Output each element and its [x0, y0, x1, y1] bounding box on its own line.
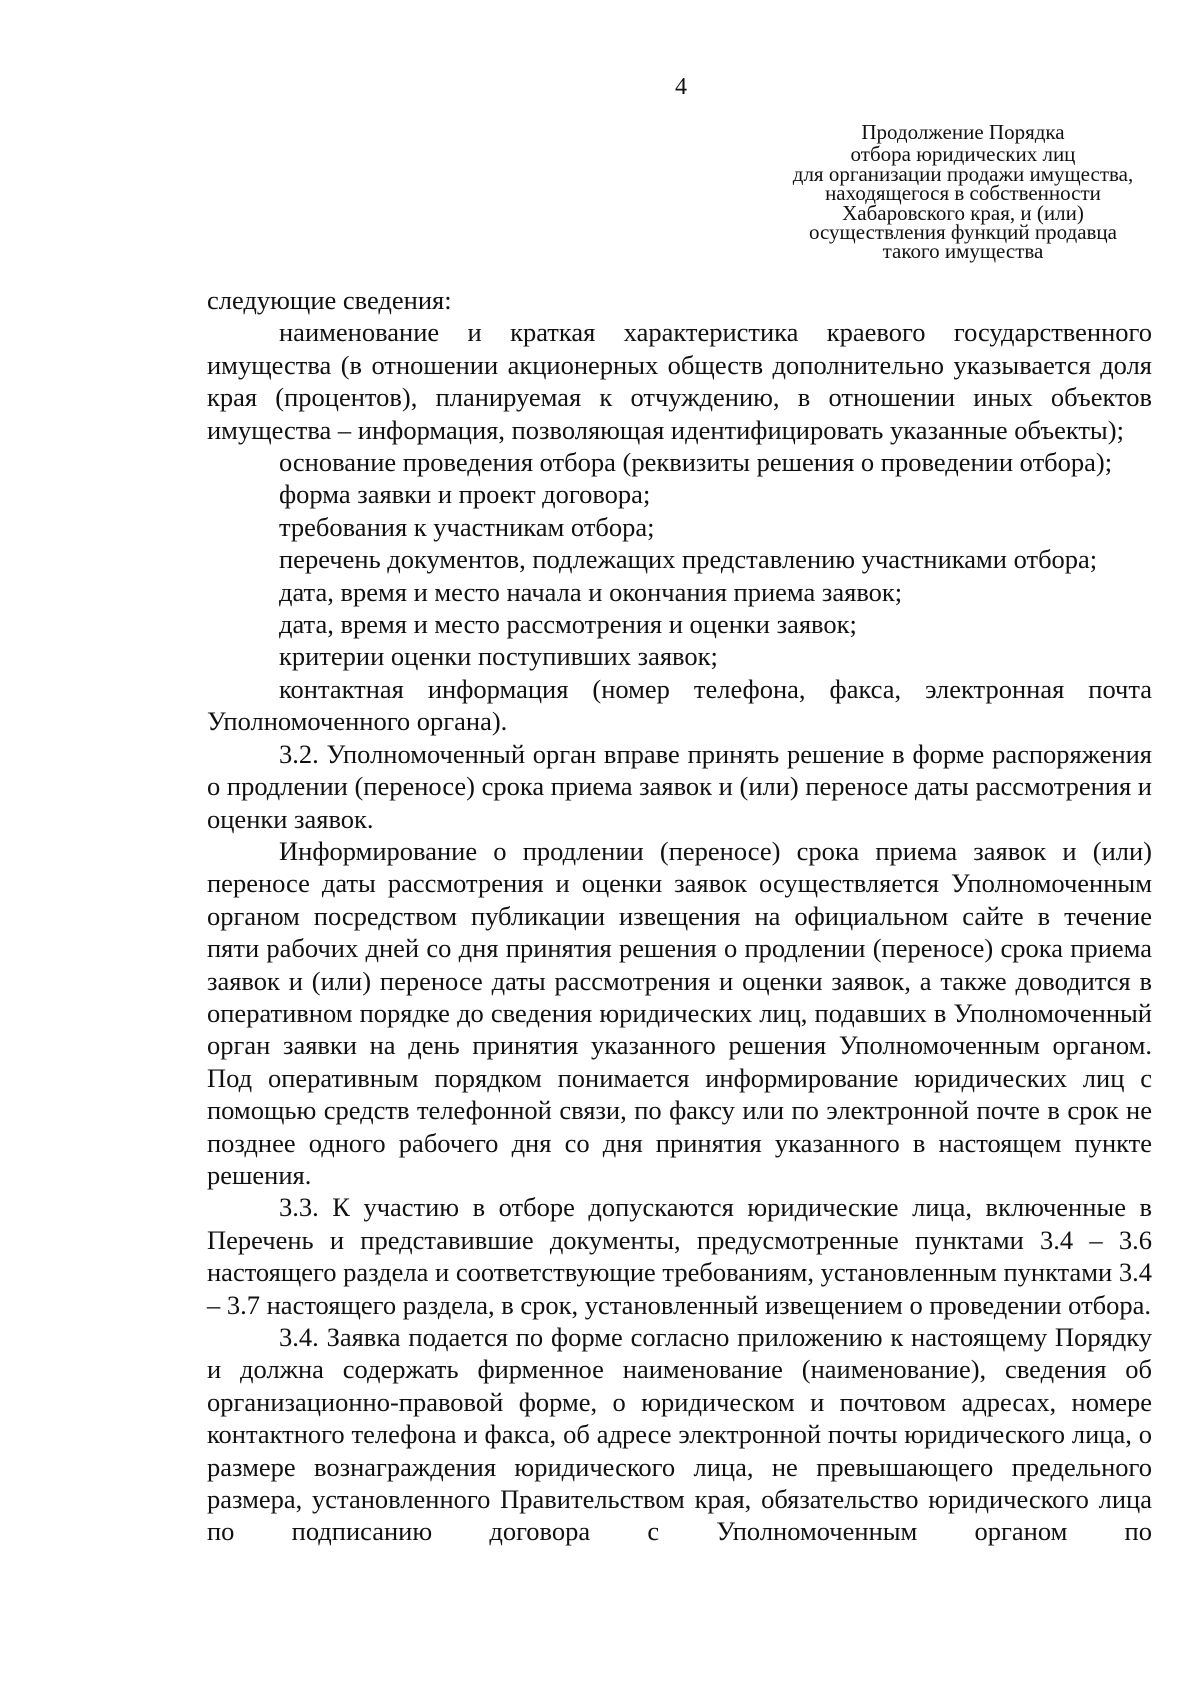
- document-body: [207, 284, 1152, 1548]
- header-line: Хабаровского края, и (или): [842, 200, 1084, 225]
- paragraph: 3.4. Заявка подается по форме согласно приложению к настоящему Порядку и должна содержать фирменное наименование (наименование), сведения об организационно-правовой форме, о юридическом и почтовом адресах, номере контактного телефона и факса, об адресе электронной почты юридического лица, о размере вознаграждения юридического лица, не превышающего предельного размера, установленного Правительством края, обязательство юридического лица по подписанию договора с Уполномоченным органом по: [207, 1322, 1152, 1547]
- header-line: находящегося в собственности: [825, 181, 1101, 206]
- paragraph: критерии оценки поступивших заявок;: [279, 641, 718, 672]
- paragraph: наименование и краткая характеристика краевого государственного имущества (в отношении акционерных обществ дополнительно указывается доля края (процентов), планируемая к отчуждению, в отношении иных объектов имущества – информация, позволяющая идентифицировать указанные объекты);: [207, 317, 1152, 445]
- header-line: такого имущества: [882, 239, 1044, 264]
- paragraph: контактная информация (номер телефона, факса, электронная почта Уполномоченного органа).: [207, 673, 1152, 737]
- paragraph: основание проведения отбора (реквизиты решения о проведении отбора);: [279, 447, 1113, 478]
- paragraph: дата, время и место начала и окончания приема заявок;: [279, 576, 903, 607]
- paragraph: дата, время и место рассмотрения и оценки заявок;: [279, 609, 857, 640]
- page-number: 4: [675, 74, 687, 100]
- header-line: для организации продажи имущества,: [792, 161, 1134, 186]
- paragraph: Информирование о продлении (переносе) срока приема заявок и (или) переносе даты рассмотрения и оценки заявок осуществляется Уполномоченным органом посредством публикации извещения на официальном сайте в течение пяти рабочих дней со дня принятия решения о продлении (переносе) срока приема заявок и (или) переносе даты рассмотрения и оценки заявок, а также доводится в оперативном порядке до сведения юридических лиц, подавших в Уполномоченный орган заявки на день принятия указанного решения Уполномоченным органом. Под оперативным порядком понимается информирование юридических лиц с помощью средств телефонной связи, по факсу или по электронной почте в срок не позднее одного рабочего дня со дня принятия указанного в настоящем пункте решения.: [207, 835, 1152, 1190]
- paragraph: перечень документов, подлежащих представлению участниками отбора;: [279, 544, 1098, 575]
- paragraph: 3.2. Уполномоченный орган вправе принять решение в форме распоряжения о продлении (переносе) срока приема заявок и (или) переносе даты рассмотрения и оценки заявок.: [207, 738, 1152, 834]
- document-header: [748, 120, 1178, 264]
- paragraph: форма заявки и проект договора;: [279, 479, 651, 510]
- header-line: осуществления функций продавца: [808, 220, 1117, 245]
- paragraph: 3.3. К участию в отборе допускаются юридические лица, включенные в Перечень и представившие документы, предусмотренные пунктами 3.4 – 3.6 настоящего раздела и соответствующие требованиям, установленным пунктами 3.4 – 3.7 настоящего раздела, в срок, установленный извещением о проведении отбора.: [207, 1192, 1152, 1320]
- header-line: отбора юридических лиц: [850, 142, 1076, 167]
- paragraph: требования к участникам отбора;: [279, 511, 655, 542]
- paragraph: следующие сведения:: [207, 285, 452, 315]
- header-line: Продолжение Порядка: [861, 120, 1065, 144]
